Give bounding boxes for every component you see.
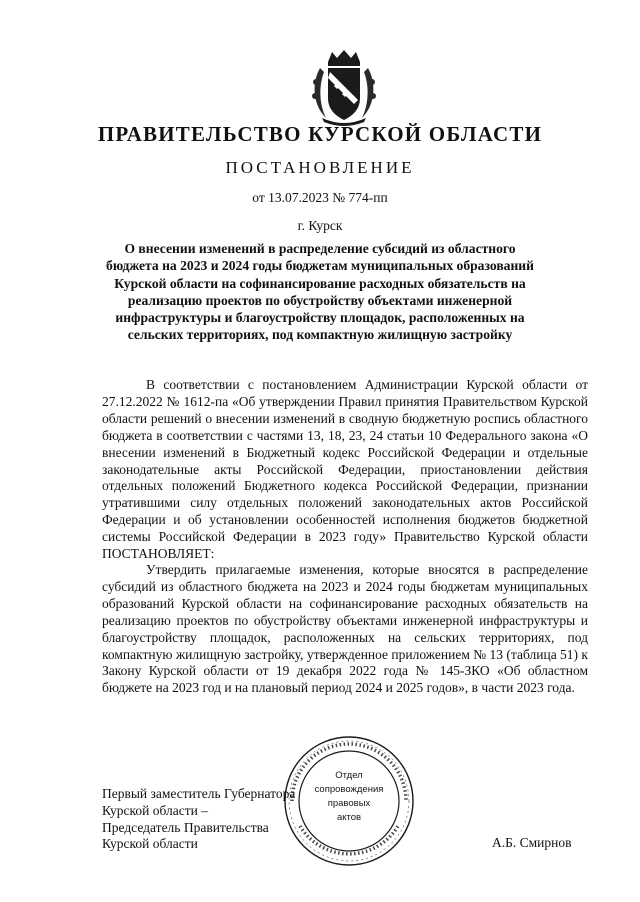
title-line: реализацию проектов по обустройству объектами инженерной [127, 292, 513, 308]
title-line: инфраструктуры и благоустройству площадок, расположенных на [115, 310, 525, 326]
document-date-number: от 13.07.2023 № 774-пп [252, 190, 388, 205]
title-line: бюджета на 2023 и 2024 годы бюджетам муниципальных образований [106, 258, 534, 274]
signer-position [102, 786, 295, 853]
signer-position-line: Первый заместитель Губернатора [102, 786, 296, 801]
body-paragraph-preamble: В соответствии с постановлением Администрации Курской области от 27.12.2022 № 1612-па «Об утверждении Правил принятия Правительством Курской области решений о внесении изменений в сводную бюджетную роспись областного бюджета в соответствии с частями 13, 18, 23, 24 статьи 10 Федерального закона «О внесении изменений в Бюджетный кодекс Российской Федерации и отдельные законодательные акты Российской Федерации, приостановлении действия отдельных положений Бюджетного кодекса Российской Федерации, признании утратившими силу отдельных положений законодательных актов Российской Федерации и об установлении особенностей исполнения бюджетов бюджетной системы Российской Федерации в 2023 году» Правительство Курской области ПОСТАНОВЛЯЕТ: [102, 377, 588, 562]
signer-position-line: Курской области [102, 836, 198, 852]
signer-name: А.Б. Смирнов [492, 835, 572, 850]
title-line: сельских территориях, под компактную жилищную застройку [127, 327, 513, 343]
title-line: Курской области на софинансирование расходных обязательств на [114, 275, 526, 291]
document-title [92, 240, 548, 344]
kursk-oblast-coat-of-arms-icon [306, 48, 382, 128]
stamp-line: Отдел [335, 770, 363, 781]
government-name: ПРАВИТЕЛЬСТВО КУРСКОЙ ОБЛАСТИ [97, 122, 543, 146]
signer-position-line: Курской области – [102, 802, 208, 818]
body-paragraph-resolution: Утвердить прилагаемые изменения, которые вносятся в распределение субсидий из областного бюджета на 2023 и 2024 годы бюджетам муниципальных образований Курской области на софинансирование расходных обязательств на реализацию проектов по обустройству объектами инженерной инфраструктуры и благоустройству площадок, расположенных на сельских территориях, под компактную жилищную застройку, утвержденное приложением № 13 (таблица 51) к Закону Курской области от 19 декабря 2022 года № 145-ЗКО «Об областном бюджете на 2023 год и на плановый период 2024 и 2025 годов», в части 2023 года. [102, 562, 588, 696]
stamp-line: актов [336, 812, 362, 823]
stamp-line: правовых [327, 798, 371, 809]
signer-position-line: Председатель Правительства [102, 819, 269, 835]
document-type: ПОСТАНОВЛЕНИЕ [225, 158, 415, 177]
stamp-text [300, 769, 398, 825]
stamp-line: сопровождения [314, 784, 384, 795]
title-line: О внесении изменений в распределение субсидий из областного [124, 241, 516, 256]
document-city: г. Курск [297, 218, 343, 233]
